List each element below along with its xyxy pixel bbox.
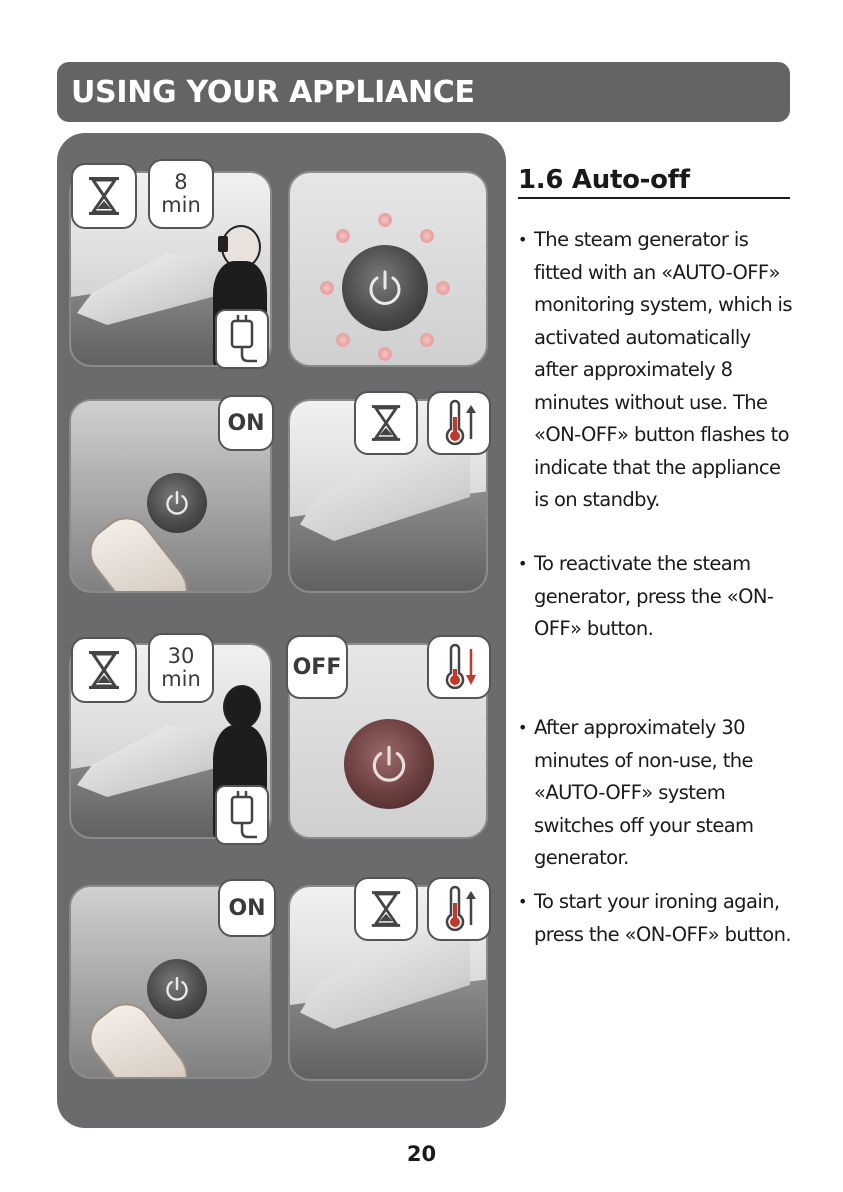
thermometer-down-icon [439,643,479,691]
on-label: ON [228,895,266,921]
timer-badge-30min [148,633,214,703]
flash-indicator [336,229,350,243]
flash-indicator [420,333,434,347]
plug-icon [217,787,267,843]
off-label: OFF [292,654,342,680]
power-button-image [147,473,207,533]
thermometer-up-icon [439,399,479,447]
timer-unit: min [161,667,201,691]
plug-icon [217,311,267,367]
illustration-panel [57,133,506,1128]
flash-indicator [320,281,334,295]
on-label: ON [227,410,265,436]
power-icon [363,266,407,310]
timer-unit: min [161,193,201,217]
plug-badge [215,785,269,845]
page-number: 20 [406,1142,437,1166]
hourglass-badge [354,877,418,941]
hourglass-badge [354,391,418,455]
section-header [57,62,790,122]
hourglass-badge [71,163,137,229]
flash-indicator [378,213,392,227]
bullet-switch-off: • After approximately 30 minutes of non-use, the «AUTO-OFF» system switches off your steam generator. [518,712,798,875]
hourglass-icon [370,889,402,929]
off-badge [286,635,348,699]
woman-head [223,685,261,729]
power-button-image [147,959,207,1019]
phone-icon [217,235,229,253]
flash-indicator [336,333,350,347]
bullet-restart: • To start your ironing again, press the «ON-OFF» button. [518,886,798,951]
illustration-flashing-button [288,171,488,367]
bullet-auto-off-intro: • The steam generator is fitted with an «AUTO-OFF» monitoring system, which is activated automatically after approximately 8 minutes without use. The «ON-OFF» button flashes to indicate that the appliance is on standby. [518,224,798,517]
hourglass-icon [370,403,402,443]
hourglass-badge [71,637,137,703]
thermometer-badge [427,877,491,941]
power-button-image [344,719,434,809]
section-title: 1.6 Auto-off [518,165,790,199]
thermometer-up-icon [439,885,479,933]
on-badge [218,879,276,937]
thermometer-badge [427,391,491,455]
thermometer-badge [427,635,491,699]
hourglass-icon [87,649,121,691]
flash-indicator [436,281,450,295]
timer-value: 8 [174,170,188,194]
hourglass-icon [87,175,121,217]
timer-badge-8min [148,159,214,229]
flash-indicator [420,229,434,243]
plug-badge [215,309,269,369]
power-icon [162,974,192,1004]
on-badge [218,395,274,451]
bullet-reactivate: • To reactivate the steam generator, press the «ON-OFF» button. [518,548,798,646]
header-title: USING YOUR APPLIANCE [71,74,475,110]
power-button-image [342,245,428,331]
power-icon [162,488,192,518]
timer-value: 30 [167,644,195,668]
power-icon [366,741,412,787]
flash-indicator [378,347,392,361]
